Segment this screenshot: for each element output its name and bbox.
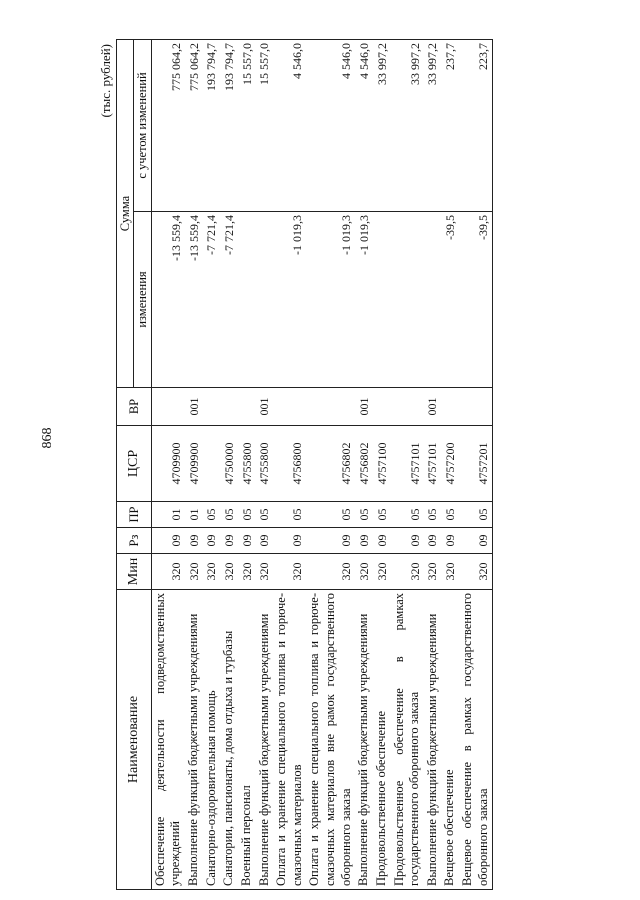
row-pr: 05: [459, 502, 493, 528]
units-label: (тыс. рублей): [98, 44, 113, 118]
row-vr: [306, 388, 355, 426]
header-vr: ВР: [117, 388, 152, 426]
row-change: -13 559,4: [185, 212, 203, 388]
row-csr: 4757101: [424, 426, 442, 502]
row-vr: [151, 388, 185, 426]
row-rz: 09: [355, 528, 373, 554]
row-csr: 4750000: [220, 426, 238, 502]
row-rz: 09: [220, 528, 238, 554]
row-min: 320: [459, 554, 493, 590]
table-row: [151, 40, 185, 890]
row-pr: 05: [441, 502, 459, 528]
row-rz: 09: [273, 528, 306, 554]
budget-table: [116, 39, 493, 890]
row-rz: 09: [459, 528, 493, 554]
row-csr: 4709900: [151, 426, 185, 502]
row-rz: 09: [185, 528, 203, 554]
row-min: 320: [355, 554, 373, 590]
row-change: -1 019,3: [355, 212, 373, 388]
row-total: 4 546,0: [306, 40, 355, 212]
table-row: [203, 40, 221, 890]
row-pr: 05: [238, 502, 256, 528]
header-sum: Сумма: [117, 40, 134, 388]
table-row: [273, 40, 306, 890]
row-name: Вещевое обеспечение: [441, 590, 459, 890]
row-min: 320: [306, 554, 355, 590]
table-row: [238, 40, 256, 890]
row-vr: 001: [424, 388, 442, 426]
header-csr: ЦСР: [117, 426, 152, 502]
row-pr: 05: [306, 502, 355, 528]
row-vr: [373, 388, 391, 426]
header-rz: Рз: [117, 528, 152, 554]
table-row: [441, 40, 459, 890]
table-row: [306, 40, 355, 890]
row-total: 193 794,7: [203, 40, 221, 212]
table-row: [355, 40, 373, 890]
row-min: 320: [203, 554, 221, 590]
row-csr: 4757100: [373, 426, 391, 502]
table-row: [185, 40, 203, 890]
table-row: [391, 40, 424, 890]
row-csr: 4756802: [306, 426, 355, 502]
row-change: [373, 212, 391, 388]
row-csr: 4709900: [185, 426, 203, 502]
table-row: [424, 40, 442, 890]
row-min: 320: [238, 554, 256, 590]
header-min: Мин: [117, 554, 152, 590]
row-name: Оплата и хранение специального топлива и горюче-смазочных материалов вне рамок государственного оборонного заказа: [306, 590, 355, 890]
row-pr: 05: [373, 502, 391, 528]
header-pr: ПР: [117, 502, 152, 528]
row-csr: 4755800: [256, 426, 274, 502]
row-total: 15 557,0: [256, 40, 274, 212]
row-pr: 01: [185, 502, 203, 528]
row-total: 15 557,0: [238, 40, 256, 212]
row-min: 320: [185, 554, 203, 590]
row-pr: 01: [151, 502, 185, 528]
row-vr: [238, 388, 256, 426]
row-rz: 09: [203, 528, 221, 554]
row-vr: 001: [185, 388, 203, 426]
row-pr: 05: [220, 502, 238, 528]
row-rz: 09: [238, 528, 256, 554]
row-pr: 05: [391, 502, 424, 528]
row-csr: 4756800: [273, 426, 306, 502]
row-name: Выполнение функций бюджетными учреждениями: [185, 590, 203, 890]
row-min: 320: [441, 554, 459, 590]
table-header: [117, 40, 152, 890]
row-name: Продовольственное обеспечение в рамках государственного оборонного заказа: [391, 590, 424, 890]
row-total: 775 064,2: [185, 40, 203, 212]
header-name: Наименование: [117, 590, 152, 890]
row-name: Оплата и хранение специального топлива и горюче-смазочных материалов: [273, 590, 306, 890]
row-name: Военный персонал: [238, 590, 256, 890]
table-row: [220, 40, 238, 890]
row-total: 33 997,2: [424, 40, 442, 212]
row-rz: 09: [306, 528, 355, 554]
row-csr: 4757201: [459, 426, 493, 502]
table-row: [459, 40, 493, 890]
row-pr: 05: [424, 502, 442, 528]
row-vr: 001: [256, 388, 274, 426]
row-csr: 4756802: [355, 426, 373, 502]
row-total: 4 546,0: [355, 40, 373, 212]
row-min: 320: [373, 554, 391, 590]
row-pr: 05: [355, 502, 373, 528]
row-name: Санатории, пансионаты, дома отдыха и турбазы: [220, 590, 238, 890]
row-vr: [220, 388, 238, 426]
row-change: -13 559,4: [151, 212, 185, 388]
row-change: [391, 212, 424, 388]
row-change: [238, 212, 256, 388]
row-change: [424, 212, 442, 388]
row-name: Продовольственное обеспечение: [373, 590, 391, 890]
row-rz: 09: [424, 528, 442, 554]
row-change: -39,5: [459, 212, 493, 388]
row-min: 320: [273, 554, 306, 590]
row-rz: 09: [441, 528, 459, 554]
row-csr: 4757101: [391, 426, 424, 502]
row-total: 33 997,2: [391, 40, 424, 212]
row-min: 320: [391, 554, 424, 590]
row-change: -1 019,3: [273, 212, 306, 388]
row-total: 775 064,2: [151, 40, 185, 212]
row-vr: 001: [355, 388, 373, 426]
row-vr: [391, 388, 424, 426]
row-change: -39,5: [441, 212, 459, 388]
table-body: [151, 40, 493, 890]
row-total: 237,7: [441, 40, 459, 212]
row-change: -1 019,3: [306, 212, 355, 388]
row-pr: 05: [203, 502, 221, 528]
row-pr: 05: [273, 502, 306, 528]
row-pr: 05: [256, 502, 274, 528]
row-name: Выполнение функций бюджетными учреждениями: [355, 590, 373, 890]
row-change: [256, 212, 274, 388]
row-csr: 4757200: [441, 426, 459, 502]
row-csr: [203, 426, 221, 502]
row-rz: 09: [373, 528, 391, 554]
row-vr: [273, 388, 306, 426]
row-vr: [203, 388, 221, 426]
header-change: изменения: [134, 212, 151, 388]
row-total: 193 794,7: [220, 40, 238, 212]
header-with-changes: с учетом изменений: [134, 40, 151, 212]
row-rz: 09: [256, 528, 274, 554]
row-csr: 4755800: [238, 426, 256, 502]
table-row: [256, 40, 274, 890]
row-name: Выполнение функций бюджетными учреждениями: [256, 590, 274, 890]
table-row: [373, 40, 391, 890]
row-total: 33 997,2: [373, 40, 391, 212]
row-rz: 09: [391, 528, 424, 554]
row-total: 223,7: [459, 40, 493, 212]
rotated-page-content: [90, 40, 600, 890]
row-min: 320: [151, 554, 185, 590]
row-min: 320: [220, 554, 238, 590]
row-min: 320: [256, 554, 274, 590]
row-vr: [459, 388, 493, 426]
row-total: 4 546,0: [273, 40, 306, 212]
row-vr: [441, 388, 459, 426]
page-number: 868: [40, 427, 55, 449]
row-name: Выполнение функций бюджетными учреждениями: [424, 590, 442, 890]
row-name: Санаторно-оздоровительная помощь: [203, 590, 221, 890]
row-change: -7 721,4: [220, 212, 238, 388]
row-min: 320: [424, 554, 442, 590]
row-rz: 09: [151, 528, 185, 554]
row-name: Вещевое обеспечение в рамках государственного оборонного заказа: [459, 590, 493, 890]
row-change: -7 721,4: [203, 212, 221, 388]
row-name: Обеспечение деятельности подведомственных учреждений: [151, 590, 185, 890]
